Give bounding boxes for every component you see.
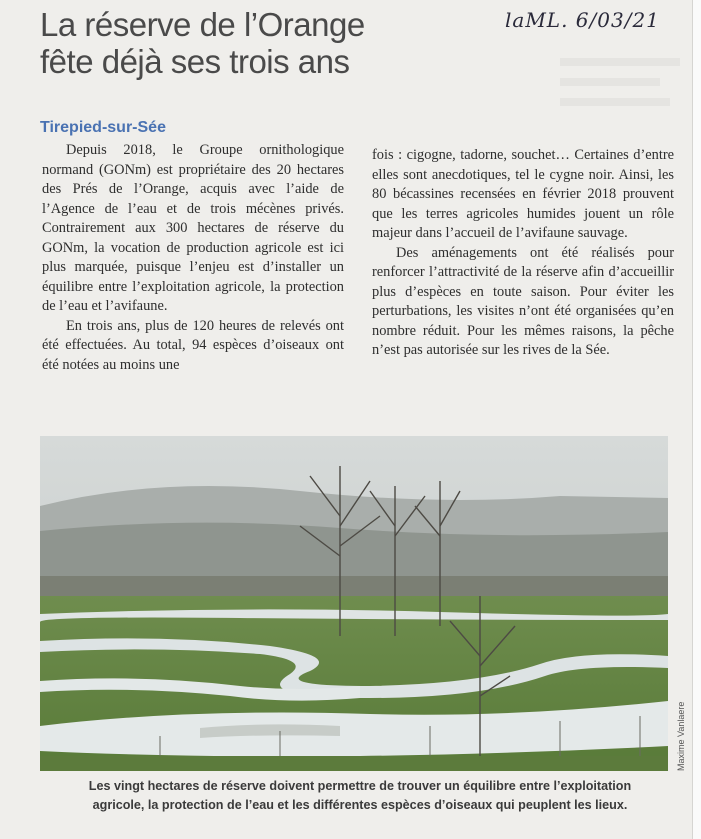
bleed-through-mark [560,58,680,66]
paragraph: fois : cigogne, tadorne, souchet… Certaines d’entre elles sont anecdotiques, tel le cygne noir. Ainsi, les 80 bécassines recensées en février 2018 prouvent que les terres agricoles humides jouent un rôle majeur dans l’accueil de l’avifaune sauvage. [372,147,674,241]
flooded-meadow-image [40,436,668,771]
bleed-through-mark [560,78,660,86]
headline [40,6,480,80]
caption-line-2: agricole, la protection de l’eau et les différentes espèces d’oiseaux qui peuplent les lieux. [92,798,628,812]
article-column-2 [372,146,674,361]
page-edge [692,0,701,839]
photo-caption [40,777,680,815]
headline-line-1: La réserve de l’Orange [40,6,365,43]
article-column-1 [42,141,344,375]
paragraph: En trois ans, plus de 120 heures de relevés ont été effectuées. Au total, 94 espèces d’oiseaux ont été notées au moins une [42,317,344,373]
headline-line-2: fête déjà ses trois ans [40,43,350,80]
location-heading: Tirepied-sur-Sée [40,119,166,136]
caption-line-1: Les vingt hectares de réserve doivent permettre de trouver un équilibre entre l’exploitation [88,779,632,793]
photo-credit: Maxime Vanlaere [676,701,686,771]
paragraph: Des aménagements ont été réalisés pour renforcer l’attractivité de la réserve afin d’accueillir plus d’espèces en toute saison. Pour éviter les perturbations, les visites n’ont été organisées qu’en nombre réduit. Pour les mêmes raisons, la pêche n’est pas autorisée sur les rives de la Sée. [372,244,674,358]
paragraph: Depuis 2018, le Groupe ornithologique normand (GONm) est propriétaire des 20 hectares des Prés de l’Orange, acquis avec l’aide de l’Agence de l’eau et de trois mécènes privés. Contrairement aux 300 hectares de réserve du GONm, la vocation de production agricole est ici plus marquée, puisque l’enjeu est d’installer un équilibre entre l’exploitation agricole, la protection de l’eau et l’avifaune. [42,142,344,314]
handwritten-date-note: laML. 6/03/21 [505,8,660,32]
wetland-photo [40,436,668,771]
bleed-through-mark [560,98,670,106]
